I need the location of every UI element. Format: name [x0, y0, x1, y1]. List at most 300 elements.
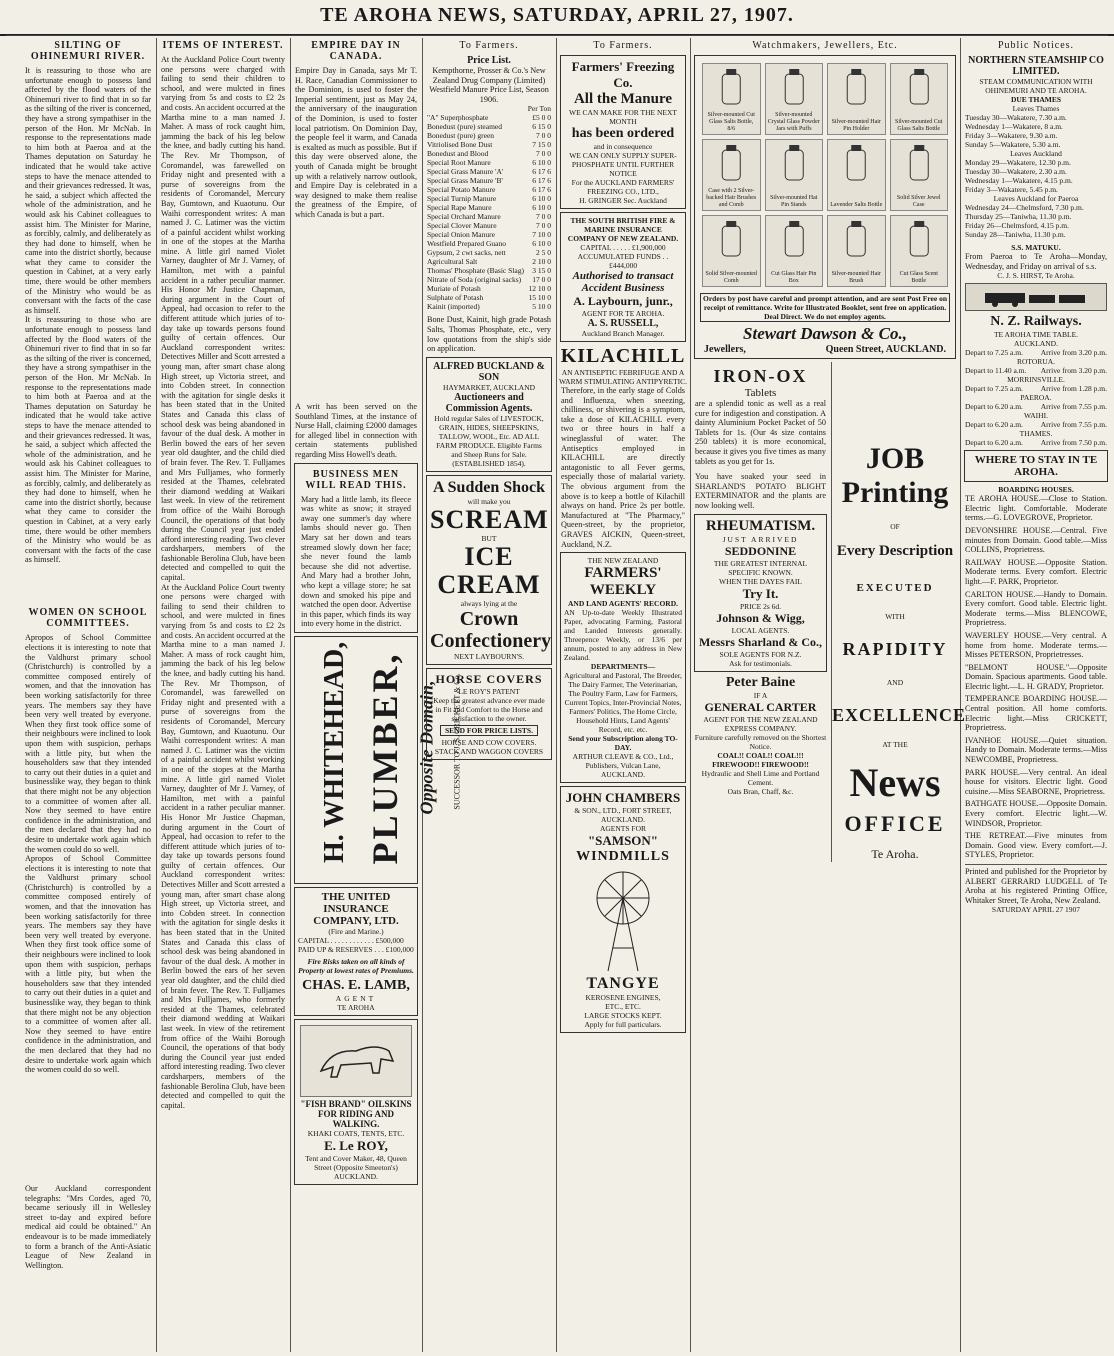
price-row: [427, 248, 551, 257]
jewellery-item-icon: [703, 216, 760, 266]
price-row: [427, 284, 551, 293]
laybourn-role: AGENT FOR TE AROHA.: [581, 309, 665, 318]
job-printing-ad: [831, 362, 967, 862]
ice-cream-ad: [426, 475, 552, 665]
price-row: [427, 221, 551, 230]
per-ton-label: Per Ton: [527, 104, 551, 114]
jewellers-label: Jewellers,: [704, 344, 746, 355]
jewellery-caption: Case with 2 Silver-backed Hair Brushes and Comb: [706, 188, 757, 208]
article-text: A writ has been served on the Southland Times, at the instance of Nurse Hall, claiming £2000 damages for alleged libel in connection with certain statements published regarding Miss Howell's death.: [295, 402, 417, 459]
job-line: JOB: [865, 442, 925, 475]
price-item: Muriate of Potash: [427, 284, 481, 294]
auckland-schedule: [962, 158, 1110, 194]
leroys-patent: LE ROY'S PATENT: [458, 686, 520, 696]
price-value: 7 0 0: [536, 131, 551, 141]
job-line: EXCELLENCE: [832, 705, 967, 725]
printer-imprint: Printed and published for the Proprietor by ALBERT GERRARD LUDGELL of Te Aroha at his registered Printing Office, Whitaker Street, Te Aroha, New Zealand.: [965, 864, 1107, 905]
crown-confectionery: Crown Confectionery: [430, 607, 552, 652]
jewellery-caption: Cut Glass Scent Bottle: [899, 271, 938, 284]
rail-destination: AUCKLAND.: [1014, 339, 1058, 349]
plumber-name: H. WHITEHEAD,: [319, 641, 350, 863]
rail-arrive: Arrive from 7.55 p.m.: [1040, 420, 1107, 430]
price-row: [427, 203, 551, 212]
job-line: AND: [886, 678, 904, 687]
lower-left: [692, 362, 829, 862]
price-list-subtitle: Kempthorne, Prosser & Co.'s New Zealand Drug Company (Limited) Westfield Manure Price List, Season 1906.: [429, 66, 549, 104]
thames-leaves: Leaves Thames: [1012, 104, 1060, 113]
dept-text: Agricultural and Pastoral, The Breeder, The Dairy Farmer, The Veterinarian, The Poultry Farm, Law for Farmers, Current Topics, Inter-Provincial Notes, Farmers' Politics, The Home Circle, Household Hints, Land Agents' Record, etc. etc.: [564, 671, 682, 735]
try-it: Try It.: [742, 585, 779, 601]
paeroa-schedule: [962, 203, 1110, 239]
price-item: Special Grass Manure 'A': [427, 167, 504, 177]
buckland-role: Auctioneers and Commission Agents.: [445, 391, 533, 414]
rail-destination: ROTORUA.: [1017, 357, 1055, 367]
nz-label: THE NEW ZEALAND: [587, 556, 659, 566]
price-value: 6 17 6: [532, 167, 551, 177]
price-item: Bonedust and Blood: [427, 149, 489, 159]
job-line: OF: [890, 522, 900, 531]
price-value: 6 15 0: [532, 122, 551, 132]
horse-covers-ad: [426, 668, 552, 760]
supply: WE CAN ONLY SUPPLY SUPER-PHOSPHATE UNTIL FURTHER NOTICE: [569, 151, 677, 178]
jewellery-item: [827, 215, 886, 287]
price-value: 7 15 0: [532, 140, 551, 150]
insurance-ad: [294, 887, 418, 1016]
jewellery-caption: Silver-mounted Cut Glass Salts Bottle: [895, 119, 943, 132]
price-value: 12 10 0: [528, 284, 551, 294]
section-header: To Farmers.: [593, 40, 653, 51]
price-row: [427, 230, 551, 239]
price-row: [427, 275, 551, 284]
farmers-weekly-title: FARMERS' WEEKLY: [584, 565, 662, 599]
jewellery-item: [702, 63, 761, 135]
jewellery-item: [890, 215, 949, 287]
jewellery-caption: Lavender Salts Bottle: [830, 202, 883, 208]
ns-title: NORTHERN STEAMSHIP CO LIMITED.: [968, 55, 1104, 77]
oilskins-ad: [294, 1019, 418, 1185]
section-header: Public Notices.: [997, 40, 1075, 51]
chambers-title: JOHN CHAMBERS: [565, 790, 681, 806]
rail-row: [965, 402, 1107, 411]
schedule-row: Friday 3—Wakatere, 5.45 p.m.: [965, 185, 1058, 194]
job-line: Te Aroha.: [871, 847, 919, 861]
jewellery-item: [765, 139, 824, 211]
greatest: THE GREATEST INTERNAL: [713, 558, 808, 568]
column-divider: [960, 38, 961, 1352]
always-text: always lying at the: [460, 598, 518, 608]
rail-depart: Depart to 6.20 a.m.: [965, 420, 1023, 430]
order-note: Orders by post have careful and prompt attention, and are sent Post Free on receipt of remittance. Write for Illustrated Booklet, sent free on application. Deal Direct. We do not employ agents.: [700, 293, 950, 322]
jewellery-item-icon: [766, 216, 823, 266]
jewellery-item-icon: [828, 216, 885, 266]
all-manure: All the Manure: [573, 91, 673, 107]
sbfm-capital: CAPITAL . . . . . £1,900,000: [580, 243, 666, 252]
boarding-house-listing: THE RETREAT.—Five minutes from Domain. Good view. Every comfort.—J. STYLES, Proprietor.: [965, 831, 1107, 860]
schedule-row: Wednesday 1—Wakatere, 4.15 p.m.: [965, 176, 1073, 185]
boarding-house-listing: TE AROHA HOUSE.—Close to Station. Electric light. Comfortable. Moderate terms.—G. LOVEGROVE, Proprietor.: [965, 494, 1107, 523]
price-row: [427, 239, 551, 248]
jewellery-item-icon: [891, 216, 948, 266]
boarding-houses: BOARDING HOUSES.: [998, 485, 1074, 495]
horse-illustration: [300, 1025, 412, 1097]
ironox-text: are a splendid tonic as well as a real cure for indigestion and constipation. A dainty Aluminium Pocket Packet of 50 Tablets for 1s. (Our 4s size contains 250 tablets) it is more economical, because it gives you five times as many tablets as you get for 1s.: [695, 399, 826, 466]
rail-arrive: Arrive from 3.20 p.m.: [1040, 366, 1107, 376]
schedule-row: Tuesday 30—Wakatere, 2.30 a.m.: [965, 167, 1067, 176]
column-6: [692, 38, 967, 1352]
general-carter: GENERAL CARTER: [704, 699, 817, 714]
price-row: [427, 149, 551, 158]
price-item: Special Onion Manure: [427, 230, 495, 240]
ask-testimonials: Ask for testimonials.: [729, 658, 792, 668]
price-row: [427, 122, 551, 131]
article-text: Apropos of School Committee elections it is interesting to note that the Valdhurst primary school (Christchurch) is controlled by a committee composed entirely of women, and that the innovation has been working satisfactorily for three years. The members say they have been very well treated by everyone. When they first took office some of their neighbours were inclined to look upon them with suspicion, perhaps with a little pity, but when the householders saw that they intended to carry out their duties in a quiet and businesslike way, they began to think that there might not be any objection to a committee of women after all. Now they seemed to have entire confidence in the administration, and the men declared that they had no desire to undertake work again which the women could do so well.: [25, 633, 151, 854]
fw-text: AN Up-to-date Weekly Illustrated Paper, advocating Farming, Pastoral and Landed Interests generally. Threepence Weekly, or 13/6 per annum, posted to any address in New Zealand.: [564, 608, 682, 663]
seddonine-ad: [694, 514, 827, 672]
leroy-address: Tent and Cover Maker, 48, Queen Street (Opposite Smeeton's) AUCKLAND.: [305, 1153, 407, 1181]
price-row: [427, 257, 551, 266]
if-a: IF A: [753, 690, 768, 700]
rail-row: [965, 366, 1107, 375]
price-value: 6 10 0: [532, 203, 551, 213]
stewart-footer: [704, 344, 946, 355]
price-item: Special Clover Manure: [427, 221, 497, 231]
for-the: For the AUCKLAND FARMERS' FREEZING CO., LTD.,: [571, 178, 675, 196]
ice-cream-text: ICE CREAM: [437, 541, 541, 599]
price-item: Sulphate of Potash: [427, 293, 484, 303]
schedule-row: Sunday 28—Taniwha, 11.30 p.m.: [965, 230, 1066, 239]
schedule-row: Wednesday 1—Wakatere, 8 a.m.: [965, 122, 1063, 131]
apply: Apply for full particulars.: [584, 1020, 662, 1030]
rail-arrive: Arrive from 7.55 p.m.: [1040, 402, 1107, 412]
price-item: Special Turnip Manure: [427, 194, 497, 204]
article-text-filler: It is reassuring to those who are unfortunate enough to possess land affected by the flood waters of the Ohinemuri river to find that in so far as the silting of the river is concerned, they have a strong sympathiser in the person of the Hon. Mr McNab. In response to the representations made to him both at Paeroa and at the Thames deputation on Saturday he indicated that he would take active steps to have the menace attended to and their grievances redressed. It was, he said, a subject which affected the whole of the administration, and he would ask his Cabinet colleagues to assist him. The Minister for Marine, as forcibly, calmly, and deliberately as they had done to himself, when he came into the district shortly, because what they came to consider the question in Cabinet, at a very early time, there would be other members of the Ministry who would be as conversant with the facts of the case as himself.: [25, 315, 151, 565]
oats: Oats Bran, Chaff, &c.: [727, 786, 794, 796]
will-make: will make you: [467, 496, 511, 506]
next-laybourns: NEXT LAYBOURN'S.: [453, 651, 525, 661]
price-value: 6 17 6: [532, 185, 551, 195]
job-line: EXECUTED: [856, 582, 934, 594]
ns-from: DUE THAMES: [1010, 95, 1062, 104]
insurance-capital: CAPITAL . . . . . . . . . . . . £500,000: [298, 935, 404, 945]
kilachill-sub: AN ANTISEPTIC FEBRIFUGE AND A WARM STIMULATING ANTIPYRETIC.: [558, 368, 688, 386]
boarding-house-listing: IVANHOE HOUSE.—Quiet situation. Handy to Domain. Moderate terms.—Miss NEWCOMBE, Proprietress.: [965, 735, 1107, 765]
schedule-row: Tuesday 30—Wakatere, 7.30 a.m.: [965, 113, 1067, 122]
thames-schedule: [962, 113, 1110, 149]
masthead-rule: [6, 35, 1108, 36]
article-heading: SILTING OF OHINEMURI RIVER.: [30, 40, 146, 62]
plumber-location: Opposite Domain,: [416, 680, 437, 815]
price-value: 15 10 0: [528, 293, 551, 303]
freezing-title: Farmers' Freezing Co.: [571, 59, 675, 90]
kilachill-text: Therefore, in the early stage of Colds and Influenza, when sneezing, chilliness, or shivering is a symptom, take a dose of KILACHILL every two or three hours in half a wineglassful of water. The Antiseptics employed in KILACHILL are directly antagonistic to all Fever germs, especially those of malarial variety. The obvious argument from the above is to keep a bottle of Kilachill always on hand. Price 2s per bottle. Manufactured at "The Pharmacy," Queen-street, by the proprietor, GRAVES AICKIN, Queen-street, Auckland, N.Z.: [561, 386, 685, 549]
column-4: [424, 38, 554, 1352]
firewood: FIREWOOD!! FIREWOOD!!: [712, 759, 809, 769]
plumber-successor: SUCCESSOR TO J. S. CRICKETT & Co.: [452, 673, 462, 810]
rail-destination: WAIHI.: [1024, 411, 1048, 421]
rail-depart: Depart to 11.40 a.m.: [965, 366, 1027, 376]
column-divider: [690, 38, 691, 1352]
price-value: 3 15 0: [532, 266, 551, 276]
jewellery-caption: Solid Silver Jewel Case: [896, 195, 941, 208]
price-row: [427, 113, 551, 122]
boarding-house-listing: WAVERLEY HOUSE.—Very central. A home from home. Moderate terms.—Misses PETERSON, Proprietresses.: [965, 630, 1107, 660]
carter-ad: [692, 675, 829, 796]
job-line: Printing: [841, 476, 949, 509]
jewellery-item-icon: [828, 64, 885, 114]
farmers-weekly-ad: [560, 552, 686, 783]
manure-notes: Bone Dust, Kainit, high grade Potash Salts, Thomas Phosphate, etc., very low quotations from the ship's side on application.: [427, 315, 551, 354]
land-agents: AND LAND AGENTS' RECORD.: [567, 599, 678, 609]
lime: Hydraulic and Shell Lime and Portland Cement.: [701, 768, 820, 787]
timetable: TE AROHA TIME TABLE.: [993, 330, 1079, 340]
jewellery-item: [827, 63, 886, 135]
scream-text: SCREAM: [430, 504, 549, 534]
printer-date: SATURDAY APRIL 27 1907: [991, 905, 1081, 915]
article-text: Mary had a little lamb, its fleece was white as snow; it strayed away one summer's day where lambs should never go. Then Mary sat her down and tears streamed slowly down her face; she never found the lamb because she did not advertise. And Mary had a brother John, who kept a village store; he sat down and smoked his pipe and watched the open door. Advertise in this paper, which finds its way into every home in the district.: [301, 494, 411, 629]
article-heading: EMPIRE DAY IN CANADA.: [311, 40, 401, 62]
boarding-house-listing: BATHGATE HOUSE.—Opposite Domain. Every comfort. Electric light.—W. WINDSOR, Proprietor.: [965, 799, 1107, 828]
where-to-stay: WHERE TO STAY IN TE AROHA.: [964, 450, 1108, 482]
specific: SPECIFIC KNOWN.: [728, 567, 793, 577]
kilachill-title: KILACHILL: [560, 345, 686, 367]
rail-depart: Depart to 7.25 a.m.: [965, 348, 1023, 358]
boarding-house-listing: TEMPERANCE BOARDING HOUSE.—Central position. All home comforts. Electric light.—Miss CRICKETT, Proprietress.: [965, 694, 1107, 733]
column-divider: [556, 38, 557, 1352]
khaki-text: KHAKI COATS, TENTS, ETC.: [307, 1128, 405, 1138]
rail-destination: MORRINSVILLE.: [1007, 375, 1065, 385]
boarding-house-listing: "BELMONT HOUSE."—Opposite Domain. Spacious apartments. Good table. Electric light.—L. H. GRADY, Proprietor.: [965, 662, 1107, 691]
freezing-agent: H. GRINGER Sec. Auckland: [579, 196, 667, 205]
sole-agents: SOLE AGENTS FOR N.Z.: [719, 649, 802, 659]
ironox-tablets: Tablets: [744, 387, 777, 399]
just-arrived: JUST ARRIVED: [722, 534, 799, 544]
jewellery-caption: Solid Silver-mounted Comb: [705, 271, 757, 284]
job-line: Every Description: [836, 543, 954, 559]
ordered: has been ordered: [571, 126, 675, 141]
price-row: [427, 176, 551, 185]
sudden-shock: A Sudden Shock: [432, 478, 546, 496]
horse-covers-text: Keep the greatest advance ever made in Fit and Comfort to the Horse and satisfaction to the owner.: [433, 695, 545, 723]
price: PRICE 2s 6d.: [739, 601, 782, 611]
price-item: Vitriolised Bone Dust: [427, 140, 493, 150]
price-item: Special Orchard Manure: [427, 212, 501, 222]
price-value: 6 10 0: [532, 194, 551, 204]
price-value: £5 0 0: [532, 113, 551, 123]
ironox-title: IRON-OX: [713, 366, 808, 386]
jewellery-item: [765, 63, 824, 135]
tangye: TANGYE: [586, 975, 660, 993]
price-item: Bonedust (pure) green: [427, 131, 495, 141]
departments: DEPARTMENTS—: [590, 662, 656, 672]
rail-depart: Depart to 6.20 a.m.: [965, 438, 1023, 448]
queen-street: Queen Street, AUCKLAND.: [825, 344, 946, 355]
jewellery-item: [702, 139, 761, 211]
job-line: WITH: [885, 612, 905, 621]
lower-split: [692, 362, 967, 862]
insurance-town: TE AROHA: [337, 1002, 375, 1012]
schedule-row: Friday 3—Wakatere, 9.30 a.m.: [965, 131, 1058, 140]
house-list: [962, 494, 1110, 860]
etc: ETC., ETC.: [605, 1002, 641, 1012]
jewellery-item-icon: [766, 140, 823, 190]
windmill-icon: [578, 868, 668, 973]
article-heading: BUSINESS MEN WILL READ THIS.: [305, 468, 407, 491]
seddonine: SEDDONINE: [724, 543, 797, 558]
kerosene: KEROSENE ENGINES,: [585, 993, 661, 1003]
jewellery-item-icon: [703, 140, 760, 190]
price-value: 6 10 0: [532, 158, 551, 168]
local-agents: LOCAL AGENTS.: [731, 625, 790, 635]
price-value: 7 10 0: [532, 230, 551, 240]
boarding-house-listing: RAILWAY HOUSE.—Opposite Station. Moderate terms. Every comfort. Electric light.—F. PARK, Proprietor.: [965, 557, 1107, 586]
insurance-subtitle: (Fire and Marine.): [328, 926, 384, 936]
price-value: 17 0 0: [532, 275, 551, 285]
price-row: [427, 185, 551, 194]
price-value: 7 0 0: [536, 149, 551, 159]
article-text: It is reassuring to those who are unfortunate enough to possess land affected by the flood waters of the Ohinemuri river to find that in so far as the silting of the river is concerned, they have a strong sympathiser in the person of the Hon. Mr McNab. In response to the representations made to him both at Paeroa and at the Thames deputation on Saturday he indicated that he would take active steps to have the menace attended to and their grievances redressed. It was, he said, a subject which affected the whole of the administration, and he would ask his Cabinet colleagues to assist him. The Minister for Marine, as forcibly, calmly, and deliberately as they had done to himself, when he came into the district shortly, because what they came to consider the question in Cabinet, at a very early time, there would be other members of the Ministry who would be as conversant with the facts of the case as himself.: [25, 66, 151, 315]
price-item: Special Potato Manure: [427, 185, 496, 195]
rail-row: [965, 384, 1107, 393]
jewellery-caption: Silver-mounted Hair Brush: [831, 271, 881, 284]
newspaper-title: TE AROHA NEWS, SATURDAY, APRIL 27, 1907.: [320, 4, 794, 26]
insurance-title: THE UNITED INSURANCE COMPANY, LTD.: [313, 890, 399, 927]
article-text-filler: Apropos of School Committee elections it is interesting to note that the Valdhurst primary school (Christchurch) is controlled by a committee composed entirely of women, and that the innovation has been working satisfactorily for three years. The members say they have been very well treated by everyone. When they first took office some of their neighbours were inclined to look upon them with suspicion, perhaps with a little pity, but when the householders saw that they intended to carry out their duties in a quiet and businesslike way, they began to think that there might not be any objection to a committee of women after all. Now they seemed to have entire confidence in the administration, and the men declared that they had no desire to undertake work again which the women could do so well.: [25, 854, 151, 1075]
price-list-title: Price List.: [467, 55, 511, 66]
schedule-row: Sunday 5—Wakatere, 5.30 a.m.: [965, 140, 1061, 149]
jewellery-caption: Silver-mounted Hair Pin Holder: [831, 119, 881, 132]
agents-for: AGENTS FOR: [599, 824, 647, 834]
large-stock: LARGE STOCKS KEPT.: [584, 1011, 662, 1021]
article-text: Empire Day in Canada, says Mr T. H. Race, Canadian Commissioner to the Dominion, is used to foster the Imperial sentiment, just as May 24, the anniversary of the inauguration of the Dominion, is used to foster local patriotism. On Dominion Day, the people feel it warm, and Canada is exalted as much as possible. But if this day were observed alone, the youth of Canada might be brought up with a relatively narrow outlook, and Empire Day is celebrated in a way designed to make them realise the greatness of the Empire, of which Canada is but a part.: [295, 66, 417, 219]
schedule-row: Friday 26—Chelmsford, 4.15 p.m.: [965, 221, 1069, 230]
article-text: At the Auckland Police Court twenty one persons were charged with failing to send their children to school, and were mulcted in fines varying from 5s and costs to £2 2s and costs. An accident occurred at the Martha mine to a man named J. Maher. A mass of rock caught him, jamming the back of his leg below the knee, and badly cutting his hand. The Rev. Mr Thompson, of Coromandel, was farewelled on Friday night and presented with a purse of sovereigns from the residents of Coromandel, Mercury Bay, Gumtown, and Kuaotunu. Our Waihi correspondent writes: A man named J. C. Latimer was the victim of a painful accident whilst working in one of the stopes at the Martha mine. A little girl named Violet Varney, daughter of Mr J. Varney, of Hamilton, met with a painful accident in a rather peculiar manner. His Honor Mr Justice Chapman, during argument in the Court of Appeal, had occasion to refer to the different attitude which juries of to-day take up towards persons found guilty of certain offences. Our Auckland correspondent writes: Detectives Miller and Scott arrested a young man, after smart chase along High street, up Victoria street, and into Cobden street. In connection with the agitation for single desks it has been stated that in the United States and Canada this class of school desk was being abandoned in favour of the dual desk. A mother in Berlin bowed the ears of her seven year old daughter, and the child died of brain fever. The Rev. T. Fulljames and Mrs Fulljames, who formerly resided at the Thames, celebrated their diamond wedding at Waikari last week. In view of the retirement from office of the Waihi Borough Council, the operations of that body during the Council year just ended afford interesting reading. Two clever cardsharpers, members of the fashionable Berolina Club, have been detected and compelled to quit the capital.: [161, 55, 285, 583]
price-row: [427, 167, 551, 176]
boarding-house-listing: PARK HOUSE.—Very central. An ideal house for visitors. Electric light. Good cuisine.—Miss SEABORNE, Proprietress.: [965, 767, 1107, 796]
oilskins-text: "FISH BRAND" OILSKINS FOR RIDING AND WALKING.: [300, 1098, 412, 1129]
price-lists-button: SEND FOR PRICE LISTS.: [440, 725, 538, 736]
consequence: and in consequence: [593, 142, 653, 151]
jewellery-caption: Silver-mounted Cut Glass Salts Bottle, 8/6: [707, 112, 755, 132]
article-heading: ITEMS OF INTEREST.: [162, 40, 284, 51]
column-5: [558, 38, 688, 1352]
price-row: [427, 158, 551, 167]
section-header: To Farmers.: [459, 40, 519, 51]
russell: A. S. RUSSELL,: [587, 318, 659, 329]
boarding-house-listing: DEVONSHIRE HOUSE.—Central. Five minutes from Domain. Good table.—Miss COLLINS, Proprietress.: [965, 525, 1107, 555]
schedule-row: Monday 29—Wakatere, 12.30 p.m.: [965, 158, 1071, 167]
stewart-dawson-ad: [694, 55, 956, 359]
price-row: [427, 212, 551, 221]
price-row: [427, 194, 551, 203]
jewellery-item: [765, 215, 824, 287]
jewellery-item-icon: [828, 140, 885, 190]
price-item: Special Grass Manure 'B': [427, 176, 503, 186]
price-value: 2 10 0: [532, 257, 551, 267]
jewellery-caption: Silver-mounted Hat Pin Stands: [770, 195, 818, 208]
buckland-title: ALFRED BUCKLAND & SON: [433, 360, 545, 383]
price-item: "A" Superphosphate: [427, 113, 489, 123]
jewellery-item-icon: [891, 64, 948, 114]
price-value: 7 0 0: [536, 212, 551, 222]
furniture: Furniture carefully removed on the Shortest Notice.: [694, 732, 827, 751]
auckland-leaves: Leaves Auckland: [1010, 149, 1062, 158]
price-row: [427, 293, 551, 302]
price-row: [427, 140, 551, 149]
business-men-box: [294, 463, 418, 633]
price-item: Special Root Manure: [427, 158, 491, 168]
rail-depart: Depart to 7.25 a.m.: [965, 384, 1023, 394]
wagon-covers: STACK AND WAGGON COVERS: [434, 746, 544, 756]
article-text: Our Auckland correspondent telegraphs: "Mrs Cordes, aged 70, became seriously ill in Wellesley street to-day and expired before medical aid could be obtained." An endeavour is to be made immediately to form a branch of the Anti-Asiatic League of New Zealand in Wellington.: [25, 1184, 151, 1270]
masthead: [0, 0, 1114, 36]
cleave: ARTHUR CLEAVE & CO., Ltd., Publishers, Vulcan Lane, AUCKLAND.: [572, 752, 674, 780]
rheumatism: RHEUMATISM.: [705, 517, 816, 534]
jewellery-caption: Silver-mounted Crystal Glass Powder Jars with Puffs: [767, 112, 820, 132]
article-text-filler: At the Auckland Police Court twenty one persons were charged with failing to send their children to school, and were mulcted in fines varying from 5s and costs to £2 2s and costs. An accident occurred at the Martha mine to a man named J. Maher. A mass of rock caught him, jamming the back of his leg below the knee, and badly cutting his hand. The Rev. Mr Thompson, of Coromandel, was farewelled on Friday night and presented with a purse of sovereigns from the residents of Coromandel, Mercury Bay, Gumtown, and Kuaotunu. Our Waihi correspondent writes: A man named J. C. Latimer was the victim of a painful accident whilst working in one of the stopes at the Martha mine. A little girl named Violet Varney, daughter of Mr J. Varney, of Hamilton, met with a painful accident in a rather peculiar manner. His Honor Mr Justice Chapman, during argument in the Court of Appeal, had occasion to refer to the different attitude which juries of to-day take up towards persons found guilty of certain offences. Our Auckland correspondent writes: Detectives Miller and Scott arrested a young man, after smart chase along High street, up Victoria street, and into Cobden street. In connection with the agitation for single desks it has been stated that in the United States and Canada this class of school desk was being abandoned in favour of the dual desk. A mother in Berlin bowed the ears of her seven year old daughter, and the child died of brain fever. The Rev. T. Fulljames and Mrs Fulljames, who formerly resided at the Thames, celebrated their diamond wedding at Waikari last week. In view of the retirement from office of the Waihi Borough Council, the operations of that body during the Council year just ended afford interesting reading. Two clever cardsharpers, members of the fashionable Berolina Club, have been detected and compelled to quit the capital.: [161, 582, 285, 1110]
job-line: OFFICE: [844, 811, 946, 836]
price-value: 6 17 6: [532, 176, 551, 186]
column-divider: [290, 38, 291, 1352]
price-item: Gypsum, 2 cwt sacks, nett: [427, 248, 506, 258]
price-row: [427, 266, 551, 275]
sbfm-title: THE SOUTH BRITISH FIRE & MARINE INSURANCE COMPANY OF NEW ZEALAND.: [567, 216, 679, 243]
samson: "SAMSON": [587, 833, 659, 849]
rail-depart: Depart to 6.20 a.m.: [965, 402, 1023, 412]
paeroa-leaves: Leaves Auckland for Paeroa: [993, 194, 1079, 203]
insurance-paid: PAID UP & RESERVES . . . £100,000: [298, 944, 414, 954]
cow-covers: HORSE AND COW COVERS.: [441, 737, 537, 747]
chambers-ad: [560, 786, 686, 1033]
price-row: [427, 131, 551, 140]
buckland-place: HAYMARKET, AUCKLAND: [442, 382, 536, 392]
price-value: 6 10 0: [532, 239, 551, 249]
jewellery-item: [890, 139, 949, 211]
jewellery-caption: Cut Glass Hair Pin Box: [771, 271, 817, 284]
russell-role: Auckland Branch Manager.: [581, 329, 665, 338]
train-icon: [981, 287, 1091, 307]
schedule-row: Thursday 25—Taniwha, 11.30 p.m.: [965, 212, 1072, 221]
article-heading: WOMEN ON SCHOOL COMMITTEES.: [28, 607, 148, 630]
railways-title: N. Z. Railways.: [990, 314, 1082, 330]
column-1: [22, 38, 154, 1352]
rail-schedule: [962, 339, 1110, 447]
price-item: Thomas' Phosphate (Basic Slag): [427, 266, 524, 276]
price-item: Special Rape Manure: [427, 203, 492, 213]
horse-icon: [311, 1031, 401, 1091]
price-item: Nitrate of Soda (original sacks): [427, 275, 522, 285]
price-list: [424, 113, 554, 311]
windmill-illustration: [564, 865, 682, 975]
jewellery-item: [890, 63, 949, 135]
insurance-note: Fire Risks taken on all kinds of Property at lowest rates of Premiums.: [298, 956, 414, 975]
leroy-name: E. Le ROY,: [324, 1137, 388, 1153]
price-value: 2 5 0: [536, 248, 551, 258]
buckland-ad: [426, 357, 552, 472]
rail-destination: PAEROA.: [1020, 393, 1052, 403]
job-line: AT THE: [882, 740, 908, 749]
peter-baine: Peter Baine: [725, 674, 796, 690]
plumber-title: PLUMBER,: [365, 651, 405, 865]
jewellery-item: [827, 139, 886, 211]
matuku: S.S. MATUKU.: [1011, 243, 1061, 252]
job-line: News: [849, 760, 941, 805]
subscription: Send your Subscription along TO-DAY.: [568, 734, 678, 753]
price-item: Kainit (imported): [427, 302, 480, 312]
carter-agent: AGENT FOR THE NEW ZEALAND EXPRESS COMPANY.: [703, 714, 818, 733]
rail-arrive: Arrive from 1.28 p.m.: [1040, 384, 1107, 394]
jewellery-item-icon: [766, 64, 823, 114]
job-line: RAPIDITY: [842, 639, 948, 659]
